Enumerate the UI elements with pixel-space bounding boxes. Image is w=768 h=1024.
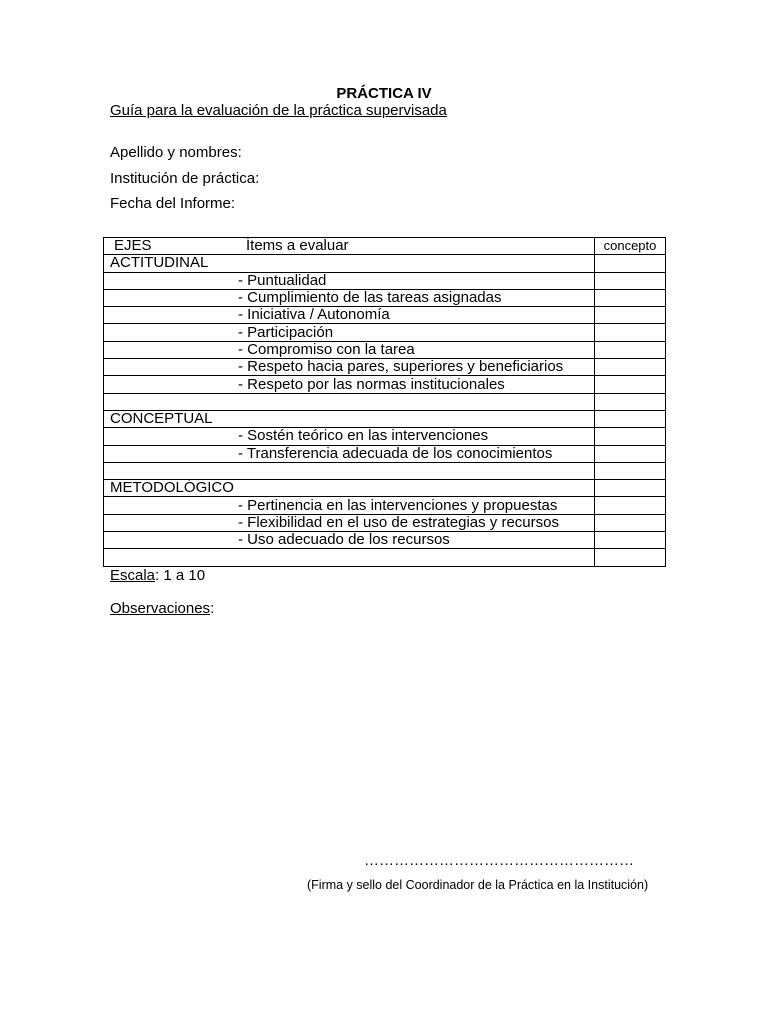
concept-cell[interactable] bbox=[595, 532, 666, 549]
concept-cell[interactable] bbox=[595, 324, 666, 341]
item-label: - Sostén teórico en las intervenciones bbox=[104, 428, 595, 445]
escala-line bbox=[110, 567, 205, 584]
concept-cell[interactable] bbox=[595, 341, 666, 358]
concept-cell[interactable] bbox=[595, 307, 666, 324]
concept-cell[interactable] bbox=[595, 480, 666, 497]
page-subtitle: Guía para la evaluación de la práctica supervisada bbox=[110, 102, 447, 119]
table-row bbox=[104, 341, 666, 358]
table-row-empty bbox=[104, 393, 666, 410]
empty-cell bbox=[104, 549, 595, 566]
empty-cell bbox=[104, 462, 595, 479]
signature-line: ……………………………………………… bbox=[364, 852, 634, 869]
item-label: - Flexibilidad en el uso de estrategias y recursos bbox=[104, 514, 595, 531]
concept-cell[interactable] bbox=[595, 359, 666, 376]
item-label: - Respeto hacia pares, superiores y beneficiarios bbox=[104, 359, 595, 376]
axis-actitudinal: ACTITUDINAL bbox=[104, 255, 595, 272]
table-row bbox=[104, 480, 666, 497]
table-row bbox=[104, 307, 666, 324]
empty-cell bbox=[104, 393, 595, 410]
concept-cell[interactable] bbox=[595, 289, 666, 306]
concept-cell[interactable] bbox=[595, 445, 666, 462]
table-row bbox=[104, 376, 666, 393]
table-row bbox=[104, 410, 666, 427]
item-label: - Respeto por las normas institucionales bbox=[104, 376, 595, 393]
item-label: - Iniciativa / Autonomía bbox=[104, 307, 595, 324]
concept-cell[interactable] bbox=[595, 549, 666, 566]
observaciones-line bbox=[110, 600, 214, 617]
item-label: - Compromiso con la tarea bbox=[104, 341, 595, 358]
item-label: - Transferencia adecuada de los conocimientos bbox=[104, 445, 595, 462]
concept-cell[interactable] bbox=[595, 497, 666, 514]
field-fecha: Fecha del Informe: bbox=[110, 195, 236, 212]
table-row bbox=[104, 428, 666, 445]
axis-conceptual: CONCEPTUAL bbox=[104, 410, 595, 427]
concept-cell[interactable] bbox=[595, 410, 666, 427]
escala-label: Escala bbox=[110, 567, 156, 584]
concept-cell[interactable] bbox=[595, 255, 666, 272]
observaciones-label: Observaciones bbox=[110, 600, 211, 617]
item-label: - Pertinencia en las intervenciones y propuestas bbox=[104, 497, 595, 514]
table-row bbox=[104, 272, 666, 289]
table-header-row bbox=[104, 238, 666, 255]
observaciones-suffix: : bbox=[210, 600, 215, 617]
header-ejes: EJES bbox=[114, 237, 152, 255]
header-concepto: concepto bbox=[595, 238, 666, 255]
concept-cell[interactable] bbox=[595, 428, 666, 445]
table-row bbox=[104, 324, 666, 341]
table-row-empty bbox=[104, 549, 666, 566]
concept-cell[interactable] bbox=[595, 272, 666, 289]
item-label: - Puntualidad bbox=[104, 272, 595, 289]
table-row bbox=[104, 445, 666, 462]
escala-value: : 1 a 10 bbox=[155, 567, 206, 584]
table-row bbox=[104, 532, 666, 549]
item-label: - Uso adecuado de los recursos bbox=[104, 532, 595, 549]
page-title: PRÁCTICA IV bbox=[336, 85, 432, 102]
item-label: - Cumplimiento de las tareas asignadas bbox=[104, 289, 595, 306]
table-row bbox=[104, 497, 666, 514]
concept-cell[interactable] bbox=[595, 393, 666, 410]
header-items: Ítems a evaluar bbox=[246, 237, 349, 255]
table-row bbox=[104, 359, 666, 376]
field-institucion: Institución de práctica: bbox=[110, 170, 260, 187]
concept-cell[interactable] bbox=[595, 376, 666, 393]
table-row-empty bbox=[104, 462, 666, 479]
item-label: - Participación bbox=[104, 324, 595, 341]
table-row bbox=[104, 289, 666, 306]
evaluation-table bbox=[103, 237, 666, 567]
axis-metodologico: METODOLÓGICO bbox=[104, 480, 595, 497]
table-row bbox=[104, 514, 666, 531]
signature-caption: (Firma y sello del Coordinador de la Práctica en la Institución) bbox=[307, 878, 649, 892]
concept-cell[interactable] bbox=[595, 514, 666, 531]
field-nombre: Apellido y nombres: bbox=[110, 144, 242, 161]
table-row bbox=[104, 255, 666, 272]
concept-cell[interactable] bbox=[595, 462, 666, 479]
